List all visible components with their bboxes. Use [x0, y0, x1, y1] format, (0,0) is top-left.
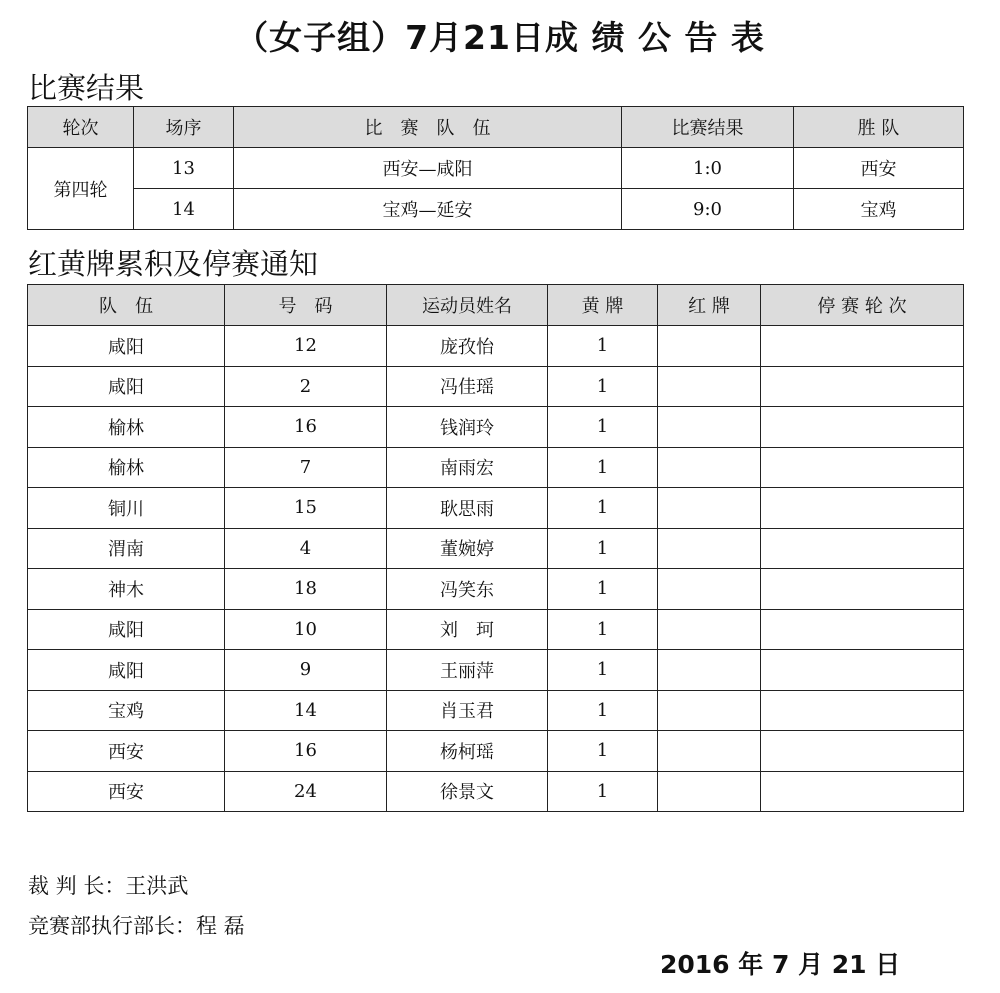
- cards-table: [27, 284, 964, 812]
- header-red-card: 红 牌: [658, 285, 761, 326]
- header-seq: 场序: [134, 107, 234, 148]
- suspension-cell: [761, 366, 964, 407]
- number-cell: 16: [225, 407, 387, 448]
- player-name-cell: 杨柯瑶: [387, 731, 548, 772]
- number-cell: 10: [225, 609, 387, 650]
- red-card-cell: [658, 771, 761, 812]
- header-number: 号 码: [225, 285, 387, 326]
- team-cell: 榆林: [28, 447, 225, 488]
- red-card-cell: [658, 609, 761, 650]
- yellow-card-cell: 1: [548, 731, 658, 772]
- red-card-cell: [658, 650, 761, 691]
- player-name-cell: 冯笑东: [387, 569, 548, 610]
- winner-cell: 西安: [794, 148, 964, 189]
- yellow-card-cell: 1: [548, 447, 658, 488]
- suspension-cell: [761, 326, 964, 367]
- number-cell: 4: [225, 528, 387, 569]
- suspension-cell: [761, 771, 964, 812]
- team-cell: 榆林: [28, 407, 225, 448]
- table-row: [28, 407, 964, 448]
- table-row: [28, 771, 964, 812]
- number-cell: 24: [225, 771, 387, 812]
- seq-cell: 14: [134, 189, 234, 230]
- team-cell: 咸阳: [28, 326, 225, 367]
- table-row: [28, 326, 964, 367]
- team-cell: 神木: [28, 569, 225, 610]
- yellow-card-cell: 1: [548, 609, 658, 650]
- yellow-card-cell: 1: [548, 528, 658, 569]
- header-suspension: 停 赛 轮 次: [761, 285, 964, 326]
- table-row: [28, 488, 964, 529]
- player-name-cell: 耿思雨: [387, 488, 548, 529]
- match-results-table: [27, 106, 964, 230]
- results-header-row: [28, 107, 964, 148]
- red-card-cell: [658, 731, 761, 772]
- header-player-name: 运动员姓名: [387, 285, 548, 326]
- player-name-cell: 庞孜怡: [387, 326, 548, 367]
- red-card-cell: [658, 528, 761, 569]
- yellow-card-cell: 1: [548, 488, 658, 529]
- red-card-cell: [658, 569, 761, 610]
- suspension-cell: [761, 407, 964, 448]
- suspension-cell: [761, 447, 964, 488]
- team-cell: 西安: [28, 731, 225, 772]
- suspension-cell: [761, 731, 964, 772]
- number-cell: 2: [225, 366, 387, 407]
- table-row: [28, 569, 964, 610]
- table-row: [28, 528, 964, 569]
- team-cell: 咸阳: [28, 609, 225, 650]
- results-section-heading: 比赛结果: [28, 71, 145, 105]
- number-cell: 15: [225, 488, 387, 529]
- table-row: [28, 690, 964, 731]
- score-cell: 1:0: [622, 148, 794, 189]
- suspension-cell: [761, 569, 964, 610]
- suspension-cell: [761, 528, 964, 569]
- yellow-card-cell: 1: [548, 650, 658, 691]
- score-cell: 9:0: [622, 189, 794, 230]
- number-cell: 14: [225, 690, 387, 731]
- team-cell: 西安: [28, 771, 225, 812]
- red-card-cell: [658, 366, 761, 407]
- team-cell: 渭南: [28, 528, 225, 569]
- suspension-cell: [761, 650, 964, 691]
- team-cell: 咸阳: [28, 366, 225, 407]
- suspension-cell: [761, 488, 964, 529]
- team-cell: 宝鸡: [28, 690, 225, 731]
- header-round: 轮次: [28, 107, 134, 148]
- cards-table-body: [28, 326, 964, 812]
- player-name-cell: 肖玉君: [387, 690, 548, 731]
- table-row: [28, 609, 964, 650]
- header-winner: 胜 队: [794, 107, 964, 148]
- player-name-cell: 徐景文: [387, 771, 548, 812]
- player-name-cell: 南雨宏: [387, 447, 548, 488]
- page-title: （女子组）7月21日成 绩 公 告 表: [235, 18, 765, 57]
- suspension-cell: [761, 690, 964, 731]
- number-cell: 7: [225, 447, 387, 488]
- player-name-cell: 刘 珂: [387, 609, 548, 650]
- cards-section-heading: 红黄牌累积及停赛通知: [28, 247, 319, 281]
- yellow-card-cell: 1: [548, 407, 658, 448]
- number-cell: 18: [225, 569, 387, 610]
- chief-referee: 裁 判 长：王洪武: [28, 874, 189, 898]
- table-row: [28, 189, 964, 230]
- yellow-card-cell: 1: [548, 690, 658, 731]
- number-cell: 16: [225, 731, 387, 772]
- red-card-cell: [658, 690, 761, 731]
- red-card-cell: [658, 326, 761, 367]
- header-teams: 比 赛 队 伍: [234, 107, 622, 148]
- team-cell: 咸阳: [28, 650, 225, 691]
- number-cell: 12: [225, 326, 387, 367]
- table-row: [28, 366, 964, 407]
- round-cell: 第四轮: [28, 148, 134, 230]
- yellow-card-cell: 1: [548, 771, 658, 812]
- teams-cell: 宝鸡—延安: [234, 189, 622, 230]
- player-name-cell: 钱润玲: [387, 407, 548, 448]
- header-team: 队 伍: [28, 285, 225, 326]
- table-row: [28, 650, 964, 691]
- number-cell: 9: [225, 650, 387, 691]
- header-score: 比赛结果: [622, 107, 794, 148]
- teams-cell: 西安—咸阳: [234, 148, 622, 189]
- suspension-cell: [761, 609, 964, 650]
- red-card-cell: [658, 488, 761, 529]
- player-name-cell: 冯佳瑶: [387, 366, 548, 407]
- table-row: [28, 447, 964, 488]
- seq-cell: 13: [134, 148, 234, 189]
- red-card-cell: [658, 447, 761, 488]
- cards-header-row: [28, 285, 964, 326]
- red-card-cell: [658, 407, 761, 448]
- executive-director: 竞赛部执行部长：程 磊: [28, 914, 245, 938]
- yellow-card-cell: 1: [548, 366, 658, 407]
- header-yellow-card: 黄 牌: [548, 285, 658, 326]
- table-row: [28, 731, 964, 772]
- team-cell: 铜川: [28, 488, 225, 529]
- player-name-cell: 董婉婷: [387, 528, 548, 569]
- yellow-card-cell: 1: [548, 326, 658, 367]
- winner-cell: 宝鸡: [794, 189, 964, 230]
- table-row: [28, 148, 964, 189]
- yellow-card-cell: 1: [548, 569, 658, 610]
- player-name-cell: 王丽萍: [387, 650, 548, 691]
- announcement-date: 2016 年 7 月 21 日: [660, 950, 901, 979]
